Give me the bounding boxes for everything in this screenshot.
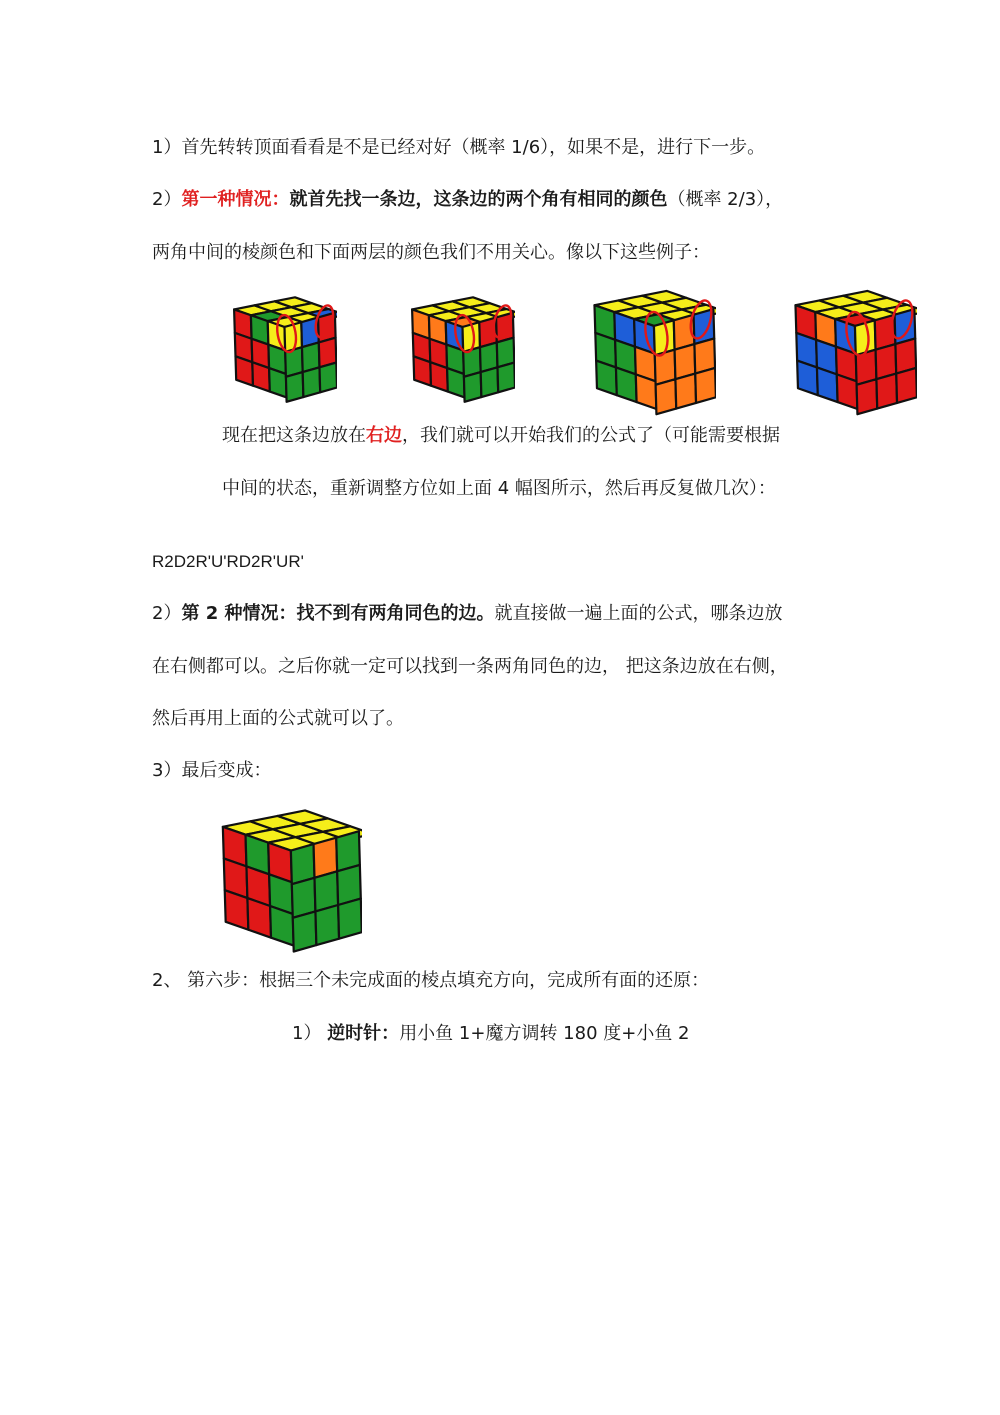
- left-face-sticker: [269, 368, 287, 397]
- right-face-sticker: [320, 363, 338, 393]
- counterclockwise-label: 逆时针：: [327, 1023, 400, 1044]
- right-face-sticker: [303, 367, 321, 397]
- case-2-line: [152, 601, 783, 627]
- case-2-rest: 就直接做一遍上面的公式，哪条边放: [494, 603, 783, 624]
- left-face-sticker: [225, 890, 249, 930]
- right-face-sticker: [293, 911, 317, 951]
- case-2-continuation-1: 在右侧都可以。之后你就一定可以找到一条两角同色的边， 把这条边放在右侧，: [152, 656, 788, 677]
- place-right-b: ，我们就可以开始我们的公式了（可能需要根据: [402, 425, 780, 446]
- place-right-line: [222, 423, 780, 449]
- counterclockwise-prefix: 1）: [292, 1023, 328, 1044]
- right-face-sticker: [876, 374, 897, 409]
- rubiks-cube-image: [410, 294, 515, 404]
- counterclockwise-line: [292, 1021, 690, 1047]
- left-face-sticker: [270, 906, 294, 946]
- right-face-sticker: [481, 367, 499, 397]
- case-2-prefix: 2）: [152, 603, 182, 624]
- right-face-sticker: [896, 368, 917, 403]
- case-1-label: 第一种情况：: [181, 189, 290, 210]
- step-2-continuation: 两角中间的棱颜色和下面两层的颜色我们不用关心。像以下这些例子：: [152, 242, 710, 263]
- case-1-probability: （概率 2/3），: [667, 189, 784, 210]
- case-2-continuation-2: 然后再用上面的公式就可以了。: [152, 708, 404, 729]
- right-face-sticker: [695, 368, 716, 403]
- right-face-sticker: [656, 379, 677, 414]
- right-face-sticker: [464, 372, 482, 402]
- step-2-line: [152, 187, 783, 213]
- step-3-text: 3）最后变成：: [152, 760, 272, 781]
- formula-text: R2D2R'U'RD2R'UR': [152, 552, 304, 571]
- right-face-sticker: [857, 379, 878, 414]
- rubiks-cube-image: [232, 294, 337, 404]
- right-side-word: 右边: [366, 425, 402, 446]
- left-face-sticker: [596, 361, 617, 396]
- counterclockwise-rest: 用小鱼 1+魔方调转 180 度+小鱼 2: [399, 1023, 690, 1044]
- left-face-sticker: [636, 374, 657, 409]
- left-face-sticker: [430, 362, 448, 391]
- left-face-sticker: [837, 374, 858, 409]
- left-face-sticker: [252, 362, 269, 391]
- left-face-sticker: [616, 367, 637, 402]
- right-face-sticker: [675, 374, 696, 409]
- left-face-sticker: [414, 356, 432, 385]
- right-face-sticker: [286, 372, 304, 402]
- case-1-bold-text: 就首先找一条边，这条边的两个角有相同的颜色: [289, 189, 668, 210]
- rubiks-cube-image: [592, 287, 716, 417]
- left-face-sticker: [797, 361, 818, 396]
- right-face-sticker: [315, 905, 339, 945]
- place-right-continuation: 中间的状态，重新调整方位如上面 4 幅图所示，然后再反复做几次）：: [222, 478, 776, 499]
- right-face-sticker: [498, 363, 516, 393]
- left-face-sticker: [447, 368, 465, 397]
- step-six-text: 2、 第六步：根据三个未完成面的棱点填充方向，完成所有面的还原：: [152, 970, 710, 991]
- right-face-sticker: [338, 899, 362, 939]
- left-face-sticker: [817, 367, 838, 402]
- step-2-prefix: 2）: [152, 189, 182, 210]
- step-1-text: 1）首先转转顶面看看是不是已经对好（概率 1/6），如果不是，进行下一步。: [152, 137, 766, 158]
- rubiks-cube-image: [793, 287, 917, 417]
- case-2-bold-text: 第 2 种情况：找不到有两角同色的边。: [181, 603, 495, 624]
- rubiks-cube-image: [220, 806, 362, 955]
- left-face-sticker: [247, 898, 271, 938]
- left-face-sticker: [236, 356, 254, 385]
- place-right-a: 现在把这条边放在: [222, 425, 366, 446]
